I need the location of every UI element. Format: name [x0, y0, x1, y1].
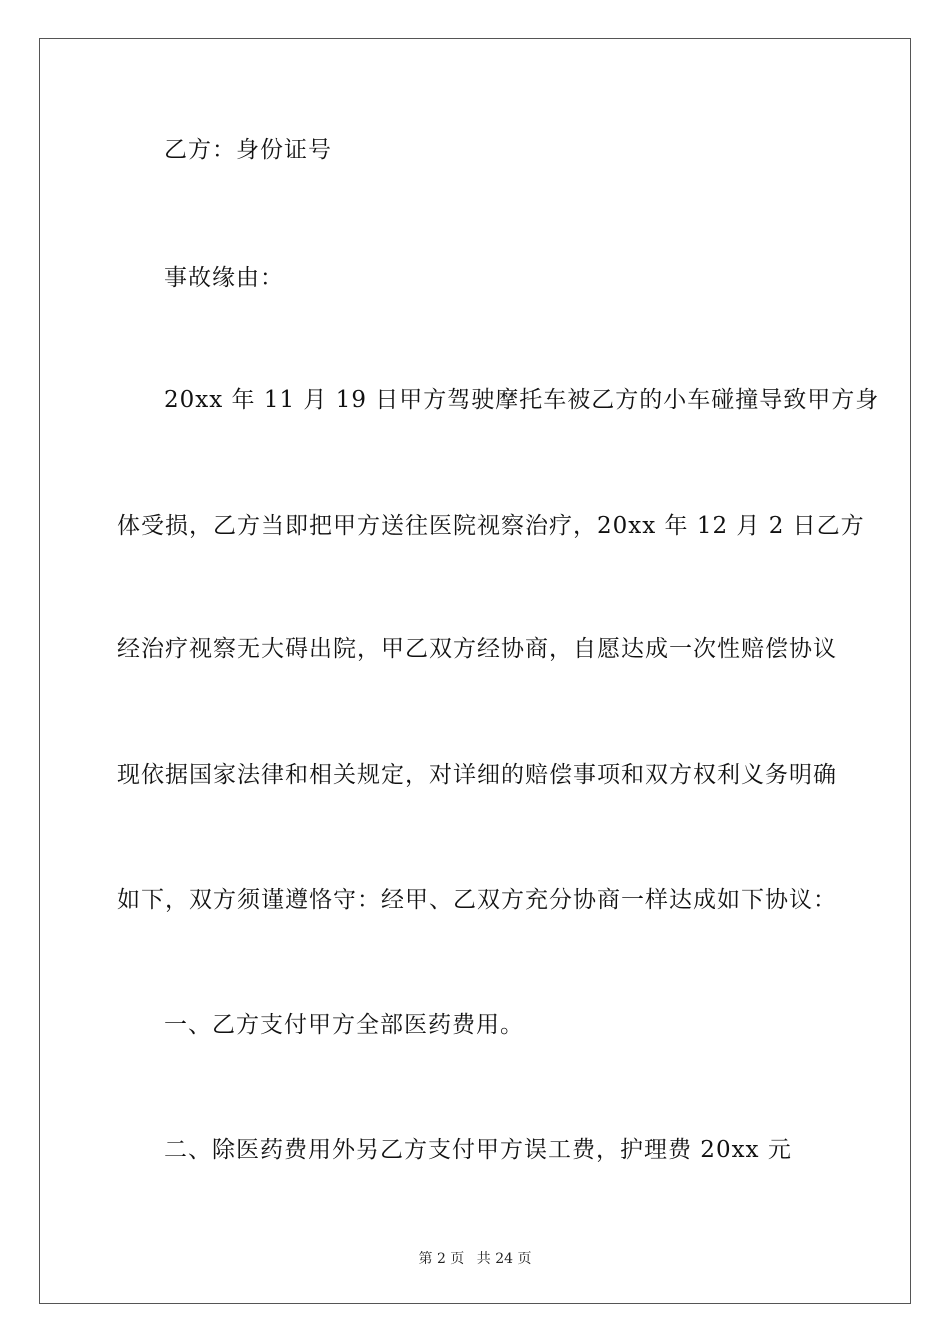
page-number-current: 第 2 页	[418, 1251, 465, 1267]
body-text-line: 如下，双方须谨遵恪守：经甲、乙双方充分协商一样达成如下协议：	[117, 887, 837, 913]
body-text-line: 体受损，乙方当即把甲方送往医院视察治疗，20xx 年 12 月 2 日乙方	[117, 513, 865, 539]
page-number-total: 共 24 页	[476, 1251, 532, 1267]
accident-cause-heading: 事故缘由：	[164, 265, 284, 291]
page-border	[39, 38, 911, 1304]
clause-two: 二、除医药费用外另乙方支付甲方误工费，护理费 20xx 元	[164, 1137, 792, 1163]
clause-one: 一、乙方支付甲方全部医药费用。	[164, 1012, 524, 1038]
page-footer	[0, 1248, 950, 1268]
body-text-line: 20xx 年 11 月 19 日甲方驾驶摩托车被乙方的小车碰撞导致甲方身	[164, 387, 880, 413]
party-b-id-line: 乙方：身份证号	[164, 137, 332, 163]
body-text-line: 现依据国家法律和相关规定，对详细的赔偿事项和双方权利义务明确	[117, 762, 837, 788]
body-text-line: 经治疗视察无大碍出院，甲乙双方经协商，自愿达成一次性赔偿协议	[117, 636, 837, 662]
